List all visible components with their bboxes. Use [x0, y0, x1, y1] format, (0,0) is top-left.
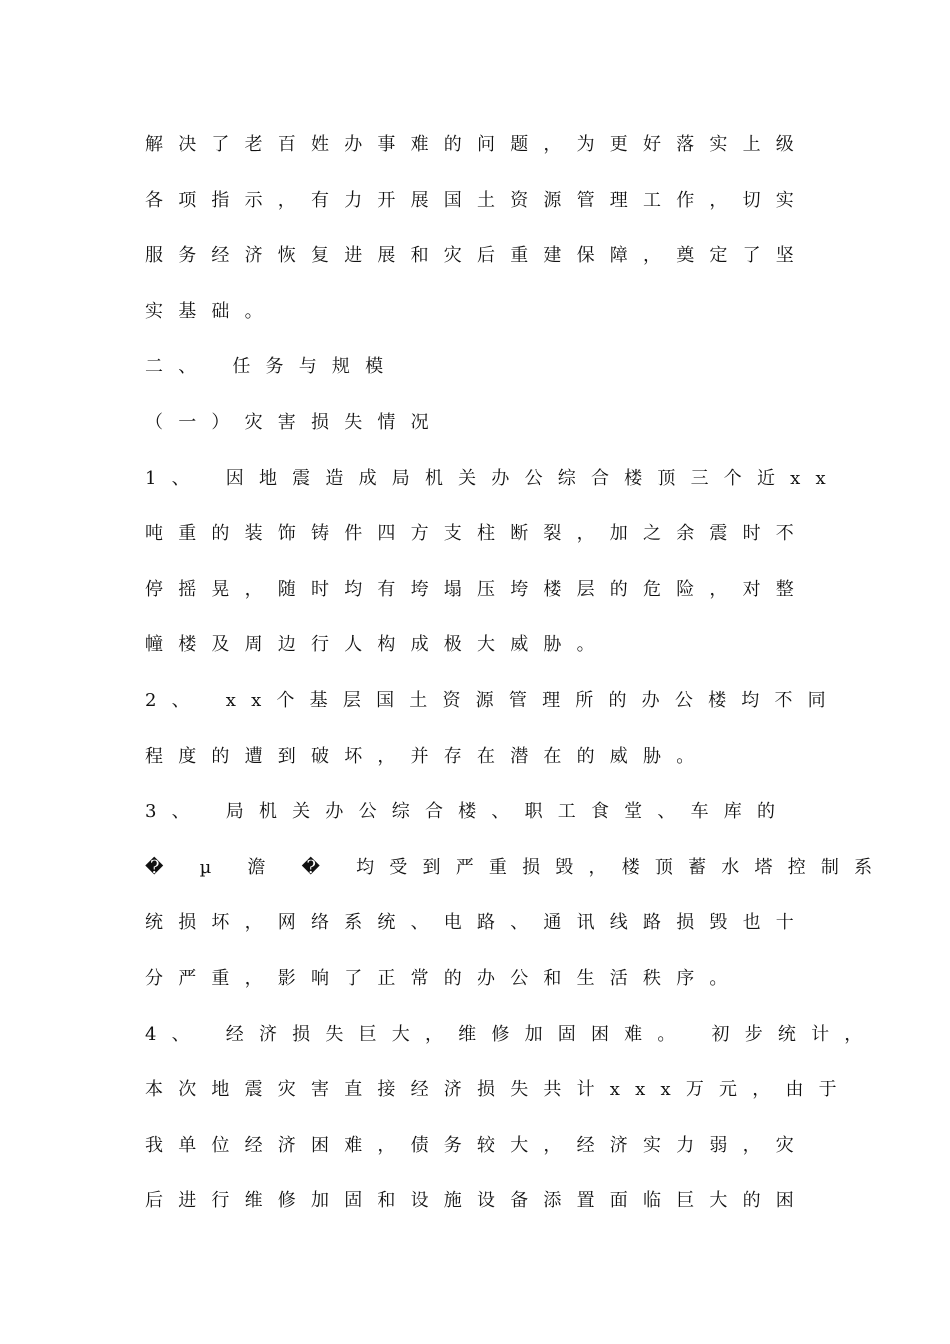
text-line: 1、 因地震造成局机关办公综合楼顶三个近xx: [145, 467, 841, 489]
text-line: 停摇晃，随时均有垮塌压垮楼层的危险，对整: [145, 578, 809, 600]
text-line: 程度的遭到破坏，并存在潜在的威胁。: [145, 745, 710, 767]
text-line: 4、 经济损失巨大，维修加固困难。 初步统计，: [145, 1023, 878, 1045]
text-line: � µ 澹 � 均受到严重损毁，楼顶蓄水塔控制系: [145, 856, 888, 878]
text-line: 2、 xx个基层国土资源管理所的办公楼均不同: [145, 689, 841, 711]
section-heading: 二、 任务与规模: [145, 356, 399, 378]
text-line: 后进行维修加固和设施设备添置面临巨大的困: [145, 1190, 809, 1212]
text-line: 我单位经济困难，债务较大，经济实力弱，灾: [145, 1134, 809, 1156]
text-line: 分严重，影响了正常的办公和生活秩序。: [145, 967, 743, 989]
text-line: 各项指示，有力开展国土资源管理工作，切实: [145, 189, 809, 211]
text-line: 本次地震灾害直接经济损失共计xxx万元，由于: [145, 1079, 852, 1101]
body-text: [145, 117, 888, 1229]
text-line: 吨重的装饰铸件四方支柱断裂，加之余震时不: [145, 523, 809, 545]
text-line: 幢楼及周边行人构成极大威胁。: [145, 634, 610, 656]
text-line: 3、 局机关办公综合楼、职工食堂、车库的: [145, 801, 791, 823]
text-line: 解决了老百姓办事难的问题，为更好落实上级: [145, 134, 809, 155]
text-line: 统损坏，网络系统、电路、通讯线路损毁也十: [145, 912, 809, 934]
subsection-heading: （一）灾害损失情况: [145, 411, 444, 433]
text-line: 实基础。: [145, 300, 278, 322]
text-line: 服务经济恢复进展和灾后重建保障，奠定了坚: [145, 245, 809, 267]
